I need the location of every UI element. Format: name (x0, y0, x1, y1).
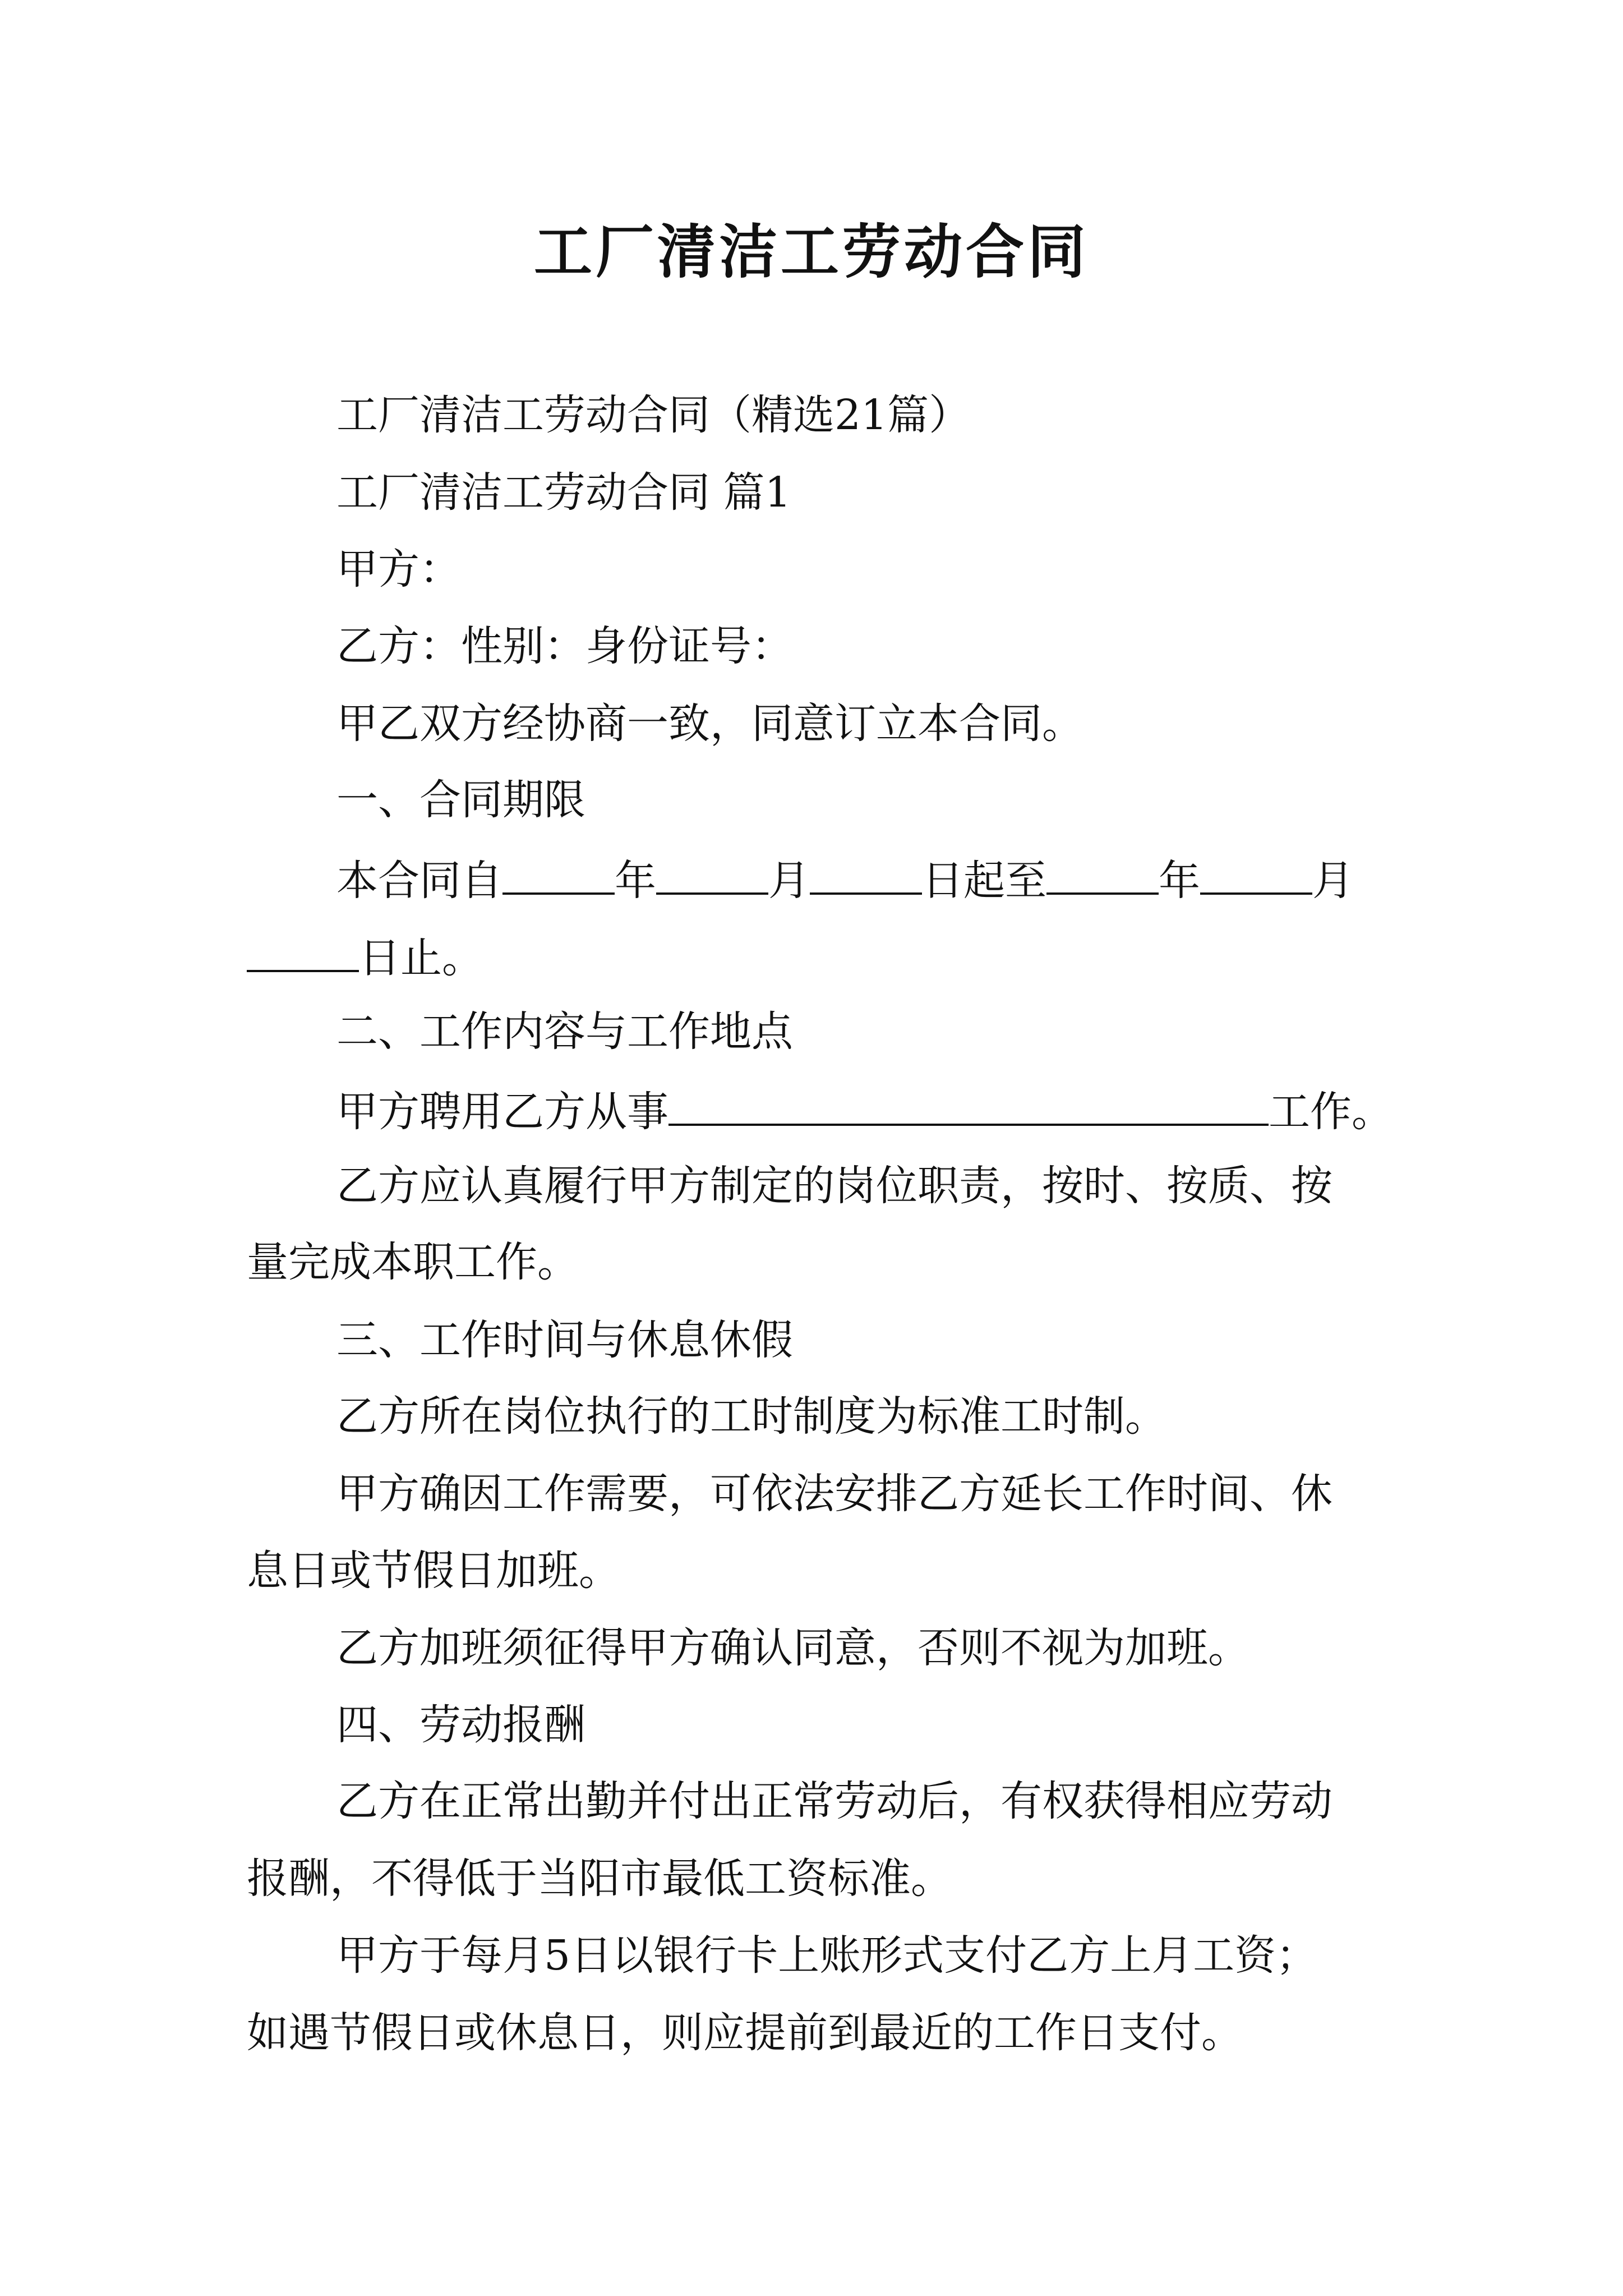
paragraph: 甲方确因工作需要，可依法安排乙方延长工作时间、休 (336, 1470, 1332, 1518)
paragraph: 乙方应认真履行甲方制定的岗位职责，按时、按质、按 (336, 1162, 1332, 1210)
paragraph: 乙方加班须征得甲方确认同意，否则不视为加班。 (336, 1624, 1249, 1672)
job-line (247, 1088, 1481, 1136)
blank-field[interactable] (810, 857, 922, 895)
paragraph-cont: 息日或节假日加班。 (247, 1547, 620, 1595)
text: 日止。 (359, 934, 483, 982)
text: 月 (1312, 857, 1354, 905)
blank-field[interactable] (247, 934, 359, 972)
text: 工作。 (1269, 1088, 1393, 1136)
text: 日起至 (922, 857, 1046, 905)
document-title: 工厂清洁工劳动合同 (533, 217, 1089, 286)
paragraph: 乙方在正常出勤并付出正常劳动后，有权获得相应劳动 (336, 1777, 1332, 1825)
paragraph: 乙方所在岗位执行的工时制度为标准工时制。 (336, 1392, 1166, 1441)
section-heading-work: 二、工作内容与工作地点 (336, 1007, 793, 1056)
text: 甲方聘用乙方从事 (336, 1088, 668, 1136)
section-heading-hours: 三、工作时间与休息休假 (336, 1316, 793, 1364)
party-a-line: 甲方： (336, 545, 461, 593)
text: 年 (615, 857, 656, 905)
contract-term-line-cont (247, 934, 1391, 982)
paragraph-cont: 报酬，不得低于当阳市最低工资标准。 (247, 1855, 952, 1903)
blank-field[interactable] (668, 1088, 1269, 1126)
section-heading-pay: 四、劳动报酬 (336, 1701, 585, 1749)
paragraph: 甲乙双方经协商一致，同意订立本合同。 (336, 700, 1083, 748)
article-heading: 工厂清洁工劳动合同 篇1 (336, 468, 791, 517)
blank-field[interactable] (1046, 857, 1159, 895)
text: 本合同自 (336, 857, 502, 905)
text: 年 (1159, 857, 1200, 905)
blank-field[interactable] (502, 857, 615, 895)
section-heading-term: 一、合同期限 (336, 776, 585, 824)
blank-field[interactable] (1200, 857, 1312, 895)
party-b-line: 乙方：性别：身份证号： (336, 622, 793, 670)
collection-title: 工厂清洁工劳动合同（精选21篇） (336, 391, 971, 439)
blank-field[interactable] (656, 857, 768, 895)
paragraph-cont: 如遇节假日或休息日，则应提前到最近的工作日支付。 (247, 2009, 1243, 2057)
paragraph-cont: 量完成本职工作。 (247, 1238, 579, 1286)
contract-term-line (247, 857, 1481, 905)
text: 月 (768, 857, 810, 905)
paragraph: 甲方于每月5日以银行卡上账形式支付乙方上月工资； (336, 1931, 1318, 1980)
